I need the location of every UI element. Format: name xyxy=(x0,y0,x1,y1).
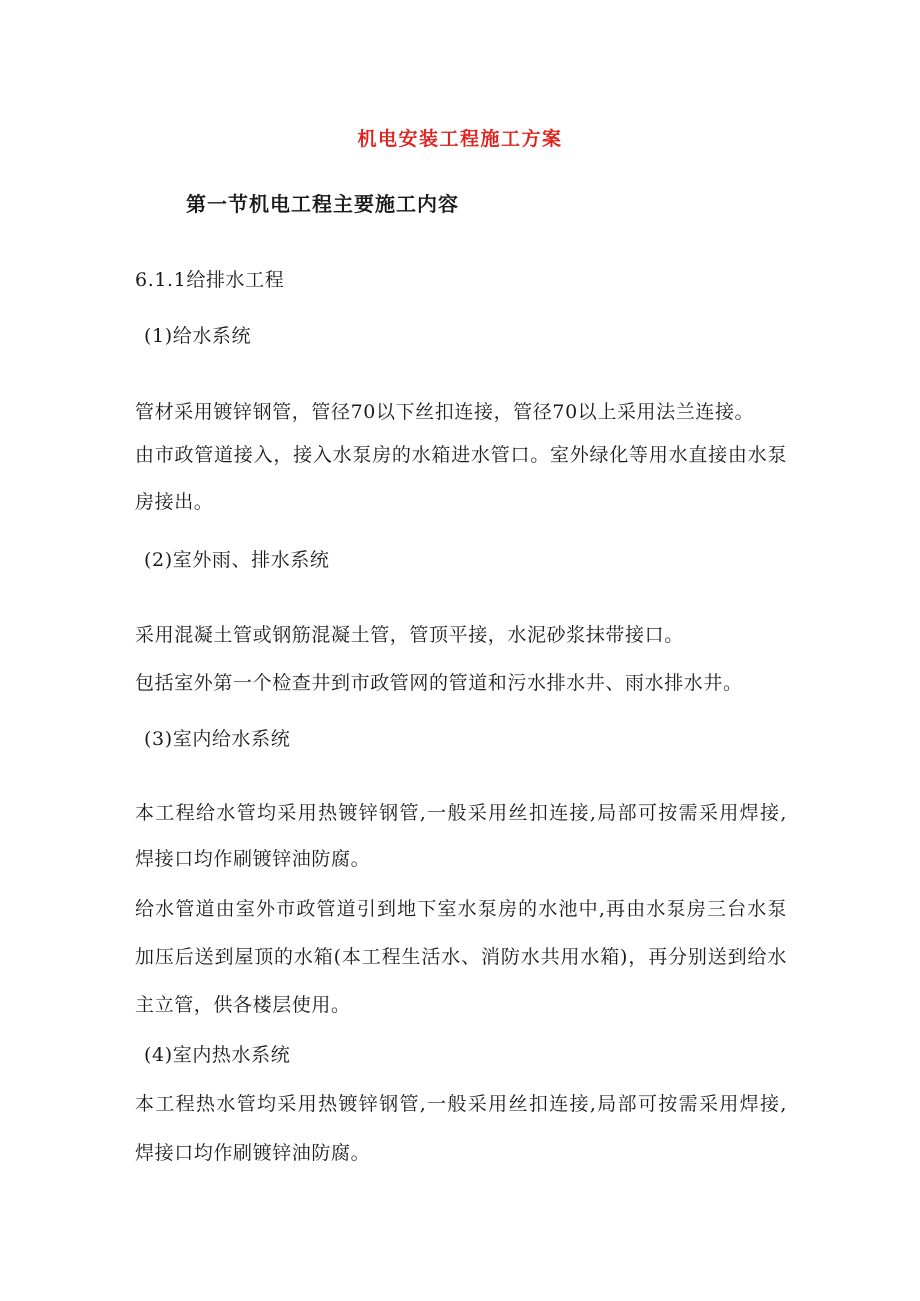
item-2-line-1: 采用混凝土管或钢筋混凝土管，管顶平接，水泥砂浆抹带接口。 xyxy=(135,624,684,646)
item-4-heading: (4)室内热水系统 xyxy=(144,1044,291,1066)
item-3-heading: (3)室内给水系统 xyxy=(144,728,291,750)
item-3-line-3: 给水管道由室外市政管道引到地下室水泵房的水池中,再由水泵房三台水泵 xyxy=(135,898,787,920)
item-1-heading: (1)给水系统 xyxy=(144,325,252,347)
item-1-line-1: 管材采用镀锌钢管，管径70以下丝扣连接，管径70以上采用法兰连接。 xyxy=(135,401,755,423)
item-2-heading: (2)室外雨、排水系统 xyxy=(144,549,330,571)
document-title: 机电安装工程施工方案 xyxy=(357,128,563,150)
item-2-line-2: 包括室外第一个检查井到市政管网的管道和污水排水井、雨水排水井。 xyxy=(135,672,743,694)
subsection-heading: 6.1.1给排水工程 xyxy=(135,269,285,291)
section-heading: 第一节机电工程主要施工内容 xyxy=(186,192,459,216)
item-3-line-1: 本工程给水管均采用热镀锌钢管,一般采用丝扣连接,局部可按需采用焊接, xyxy=(135,802,787,824)
item-1-line-3: 房接出。 xyxy=(135,491,214,513)
item-3-line-2: 焊接口均作刷镀锌油防腐。 xyxy=(135,848,371,870)
item-4-line-1: 本工程热水管均采用热镀锌钢管,一般采用丝扣连接,局部可按需采用焊接, xyxy=(135,1093,787,1115)
item-4-line-2: 焊接口均作刷镀锌油防腐。 xyxy=(135,1142,371,1164)
item-3-line-4: 加压后送到屋顶的水箱(本工程生活水、消防水共用水箱)，再分别送到给水 xyxy=(135,946,787,968)
item-3-line-5: 主立管，供各楼层使用。 xyxy=(135,994,351,1016)
item-1-line-2: 由市政管道接入，接入水泵房的水箱进水管口。室外绿化等用水直接由水泵 xyxy=(135,444,787,466)
